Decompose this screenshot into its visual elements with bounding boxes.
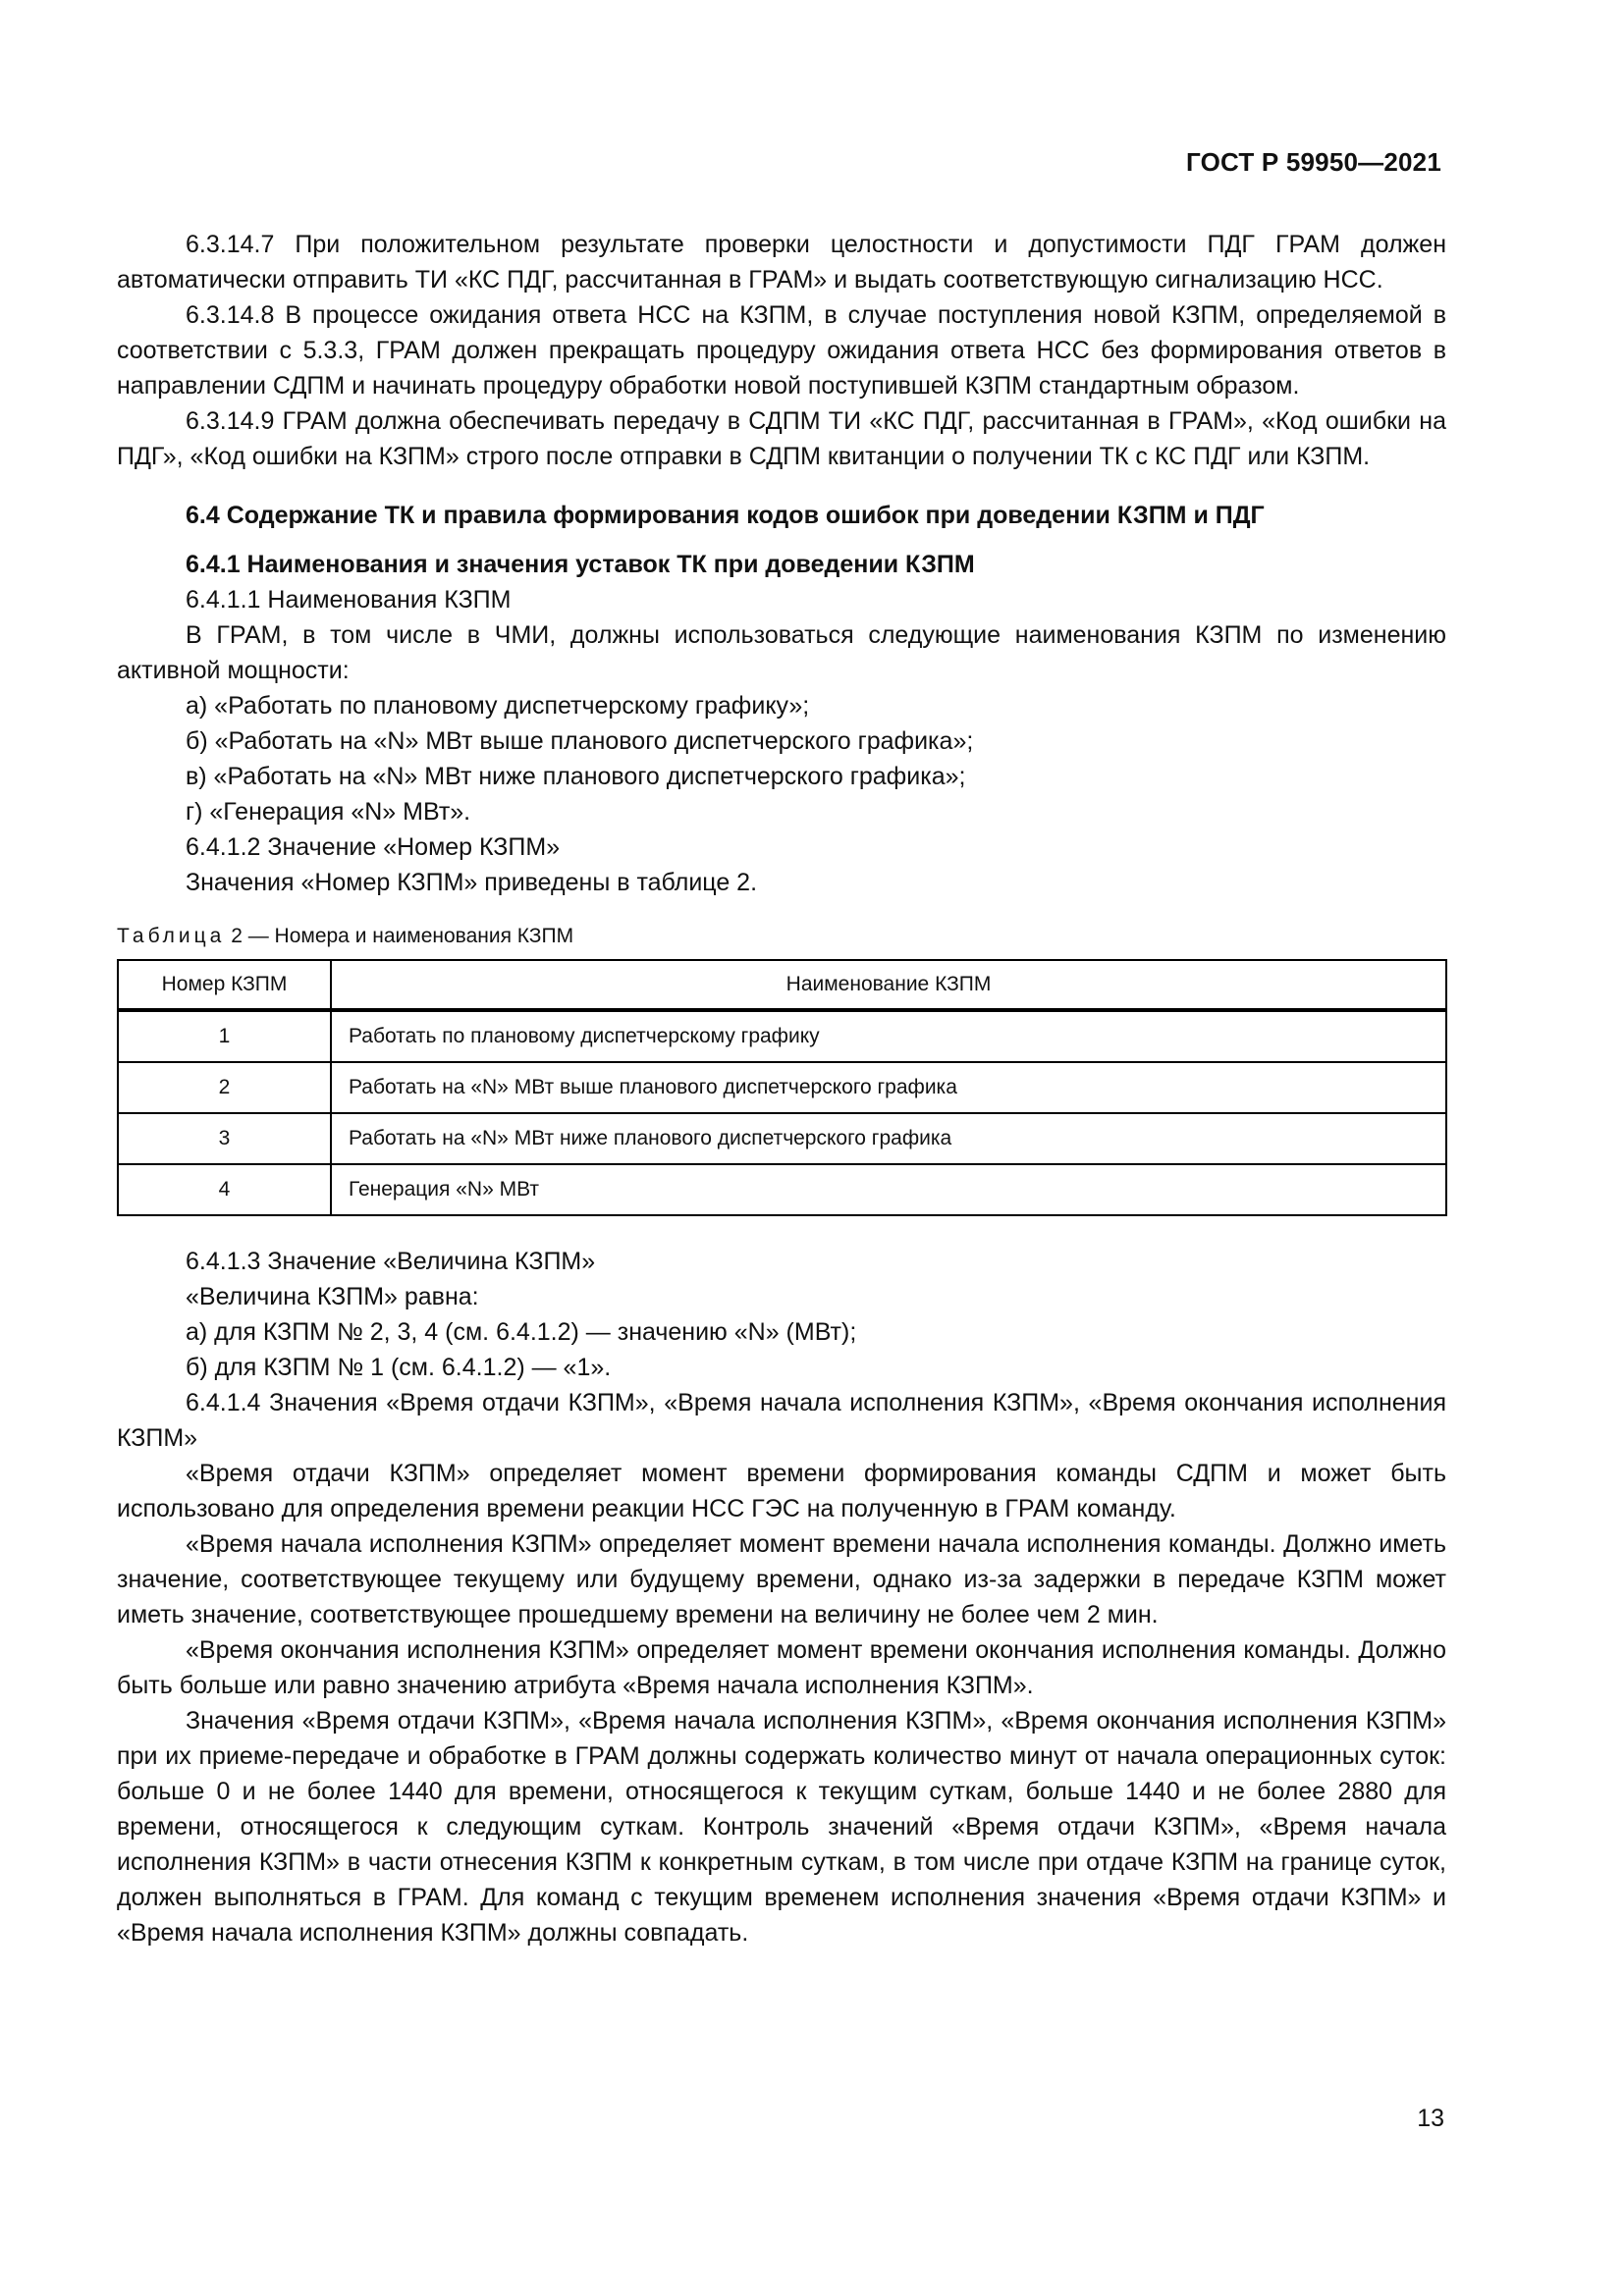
table-caption-text: 2 — Номера и наименования КЗПМ (231, 925, 574, 947)
table-header-name: Наименование КЗПМ (331, 960, 1446, 1010)
clause-heading-6-4-1-4: 6.4.1.4 Значения «Время отдачи КЗПМ», «Время начала исполнения КЗПМ», «Время окончания исполнения КЗПМ» (117, 1389, 1446, 1452)
clause-heading-6-4-1-2: 6.4.1.2 Значение «Номер КЗПМ» (186, 833, 561, 861)
table-cell-number: 1 (118, 1010, 331, 1062)
list-item: в) «Работать на «N» МВт ниже планового диспетчерского графика»; (186, 763, 966, 790)
document-body (117, 227, 1446, 1950)
table-row (118, 1010, 1446, 1062)
table-cell-number: 4 (118, 1164, 331, 1215)
paragraph-6-3-14-7: 6.3.14.7 При положительном результате проверки целостности и допустимости ПДГ ГРАМ должен автоматически отправить ТИ «КС ПДГ, рассчитанная в ГРАМ» и выдать соответствующую сигнализацию НСС. (117, 231, 1446, 294)
paragraph-kzpm-names-intro: В ГРАМ, в том числе в ЧМИ, должны использоваться следующие наименования КЗПМ по изменению активной мощности: (117, 621, 1446, 684)
kzpm-table (117, 959, 1447, 1216)
paragraph-kzpm-value-intro: «Величина КЗПМ» равна: (186, 1283, 479, 1310)
list-item: б) для КЗПМ № 1 (см. 6.4.1.2) — «1». (186, 1354, 612, 1381)
table-header-number: Номер КЗПМ (118, 960, 331, 1010)
page-number: 13 (1417, 2105, 1444, 2132)
table-caption (117, 924, 1446, 949)
table-cell-number: 2 (118, 1062, 331, 1113)
table-row (118, 1113, 1446, 1164)
paragraph-6-3-14-9: 6.3.14.9 ГРАМ должна обеспечивать передачу в СДПМ ТИ «КС ПДГ, рассчитанная в ГРАМ», «Код ошибки на ПДГ», «Код ошибки на КЗПМ» строго после отправки в СДПМ квитанции о получении ТК с КС ПДГ или КЗПМ. (117, 407, 1446, 470)
table-cell-name: Работать на «N» МВт выше планового диспетчерского графика (331, 1062, 1446, 1113)
subsection-heading-6-4-1: 6.4.1 Наименования и значения уставок ТК при доведении КЗПМ (186, 551, 975, 578)
paragraph-time-values: Значения «Время отдачи КЗПМ», «Время начала исполнения КЗПМ», «Время окончания исполнения КЗПМ» при их приеме-передаче и обработке в ГРАМ должны содержать количество минут от начала операционных суток: больше 0 и не более 1440 для времени, относящегося к текущим суткам, больше 1440 и не более 2880 для времени, относящегося к следующим суткам. Контроль значений «Время отдачи КЗПМ», «Время начала исполнения КЗПМ» в части отнесения КЗПМ к конкретным суткам, в том числе при отдаче КЗПМ на границе суток, должен выполняться в ГРАМ. Для команд с текущим временем исполнения значения «Время отдачи КЗПМ» и «Время начала исполнения КЗПМ» должны совпадать. (117, 1707, 1446, 1947)
paragraph-end-time: «Время окончания исполнения КЗПМ» определяет момент времени окончания исполнения команды. Должно быть больше или равно значению атрибута «Время начала исполнения КЗПМ». (117, 1636, 1446, 1699)
list-item: а) для КЗПМ № 2, 3, 4 (см. 6.4.1.2) — значению «N» (МВт); (186, 1318, 857, 1346)
list-item: а) «Работать по плановому диспетчерскому графику»; (186, 692, 810, 720)
clause-heading-6-4-1-3: 6.4.1.3 Значение «Величина КЗПМ» (186, 1248, 596, 1275)
standard-header: ГОСТ Р 59950—2021 (1186, 147, 1441, 177)
table-cell-name: Работать на «N» МВт ниже планового диспетчерского графика (331, 1113, 1446, 1164)
table-row (118, 1164, 1446, 1215)
table-row (118, 1062, 1446, 1113)
table-cell-name: Генерация «N» МВт (331, 1164, 1446, 1215)
section-heading-6-4: 6.4 Содержание ТК и правила формирования кодов ошибок при доведении КЗПМ и ПДГ (186, 502, 1265, 529)
paragraph-6-3-14-8: 6.3.14.8 В процессе ожидания ответа НСС на КЗПМ, в случае поступления новой КЗПМ, определяемой в соответствии с 5.3.3, ГРАМ должен прекращать процедуру ожидания ответа НСС без формирования ответов в направлении СДПМ и начинать процедуру обработки новой поступившей КЗПМ стандартным образом. (117, 301, 1446, 400)
list-item: г) «Генерация «N» МВт». (186, 798, 471, 826)
paragraph-table-reference: Значения «Номер КЗПМ» приведены в таблице 2. (186, 869, 758, 896)
clause-heading-6-4-1-1: 6.4.1.1 Наименования КЗПМ (186, 586, 512, 614)
table-caption-word: Таблица (117, 925, 226, 947)
table-cell-name: Работать по плановому диспетчерскому графику (331, 1010, 1446, 1062)
list-item: б) «Работать на «N» МВт выше планового диспетчерского графика»; (186, 727, 974, 755)
table-cell-number: 3 (118, 1113, 331, 1164)
table-header-row (118, 960, 1446, 1010)
paragraph-start-time: «Время начала исполнения КЗПМ» определяет момент времени начала исполнения команды. Должно иметь значение, соответствующее текущему или будущему времени, однако из-за задержки в передаче КЗПМ может иметь значение, соответствующее прошедшему времени на величину не более чем 2 мин. (117, 1530, 1446, 1629)
paragraph-issue-time: «Время отдачи КЗПМ» определяет момент времени формирования команды СДПМ и может быть использовано для определения времени реакции НСС ГЭС на полученную в ГРАМ команду. (117, 1460, 1446, 1522)
